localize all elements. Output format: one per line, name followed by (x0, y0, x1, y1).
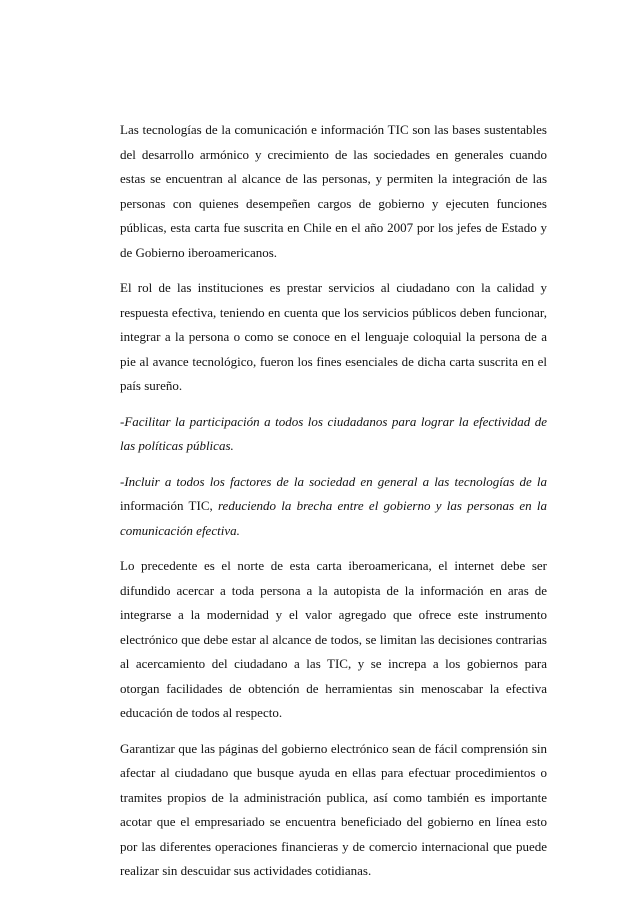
paragraph-text: -Facilitar la participación a todos los ciudadanos para lograr la efectividad de las políticas públicas. (120, 413, 547, 453)
paragraph-objective-inclusion (120, 470, 547, 544)
paragraph-text: Las tecnologías de la comunicación e información TIC son las bases sustentables del desarrollo armónico y crecimiento de las sociedades en generales cuando estas se encuentran al alcance de las personas, y permiten la integración de las personas con quienes desempeñen cargos de gobierno y ejecuten funciones públicas, esta carta fue suscrita en Chile en el año 2007 por los jefes de Estado y de Gobierno iberoamericanos. (120, 122, 547, 260)
document-body (120, 118, 547, 884)
paragraph-charter-direction (120, 554, 547, 726)
paragraph-institutions-role (120, 276, 547, 399)
paragraph-text: Garantizar que las páginas del gobierno electrónico sean de fácil comprensión sin afectar al ciudadano que busque ayuda en ellas para efectuar procedimientos o tramites propios de la administración publica, así como también es importante acotar que el empresariado se encuentra beneficiado del gobierno en línea esto por las diferentes operaciones financieras y de comercio internacional que puede realizar sin descuidar sus actividades cotidianas. (120, 740, 547, 878)
paragraph-text: Lo precedente es el norte de esta carta iberoamericana, el internet debe ser difundido acercar a toda persona a la autopista de la información en aras de integrarse a la modernidad y el valor agregado que ofrece este instrumento electrónico que debe estar al alcance de todos, se limitan las decisiones contrarias al acercamiento del ciudadano a las TIC, y se increpa a los gobiernos para otorgan facilidades de obtención de herramientas sin menoscabar la efectiva educación de todos al respecto. (120, 558, 547, 720)
paragraph-text-italic: -Incluir a todos los factores de la sociedad en general a las tecnologías de la (120, 473, 547, 489)
paragraph-text-regular: información TIC, (120, 498, 218, 513)
paragraph-text-italic: reduciendo la brecha entre el gobierno y las personas en la comunicación efectiva. (120, 498, 547, 538)
paragraph-tic-charter (120, 118, 547, 265)
paragraph-objective-participation (120, 410, 547, 459)
paragraph-egov-pages (120, 737, 547, 884)
paragraph-text: El rol de las instituciones es prestar servicios al ciudadano con la calidad y respuesta efectiva, teniendo en cuenta que los servicios públicos deben funcionar, integrar a la persona o como se conoce en el lenguaje coloquial la persona de a pie al avance tecnológico, fueron los fines esenciales de dicha carta suscrita en el país sureño. (120, 280, 547, 393)
